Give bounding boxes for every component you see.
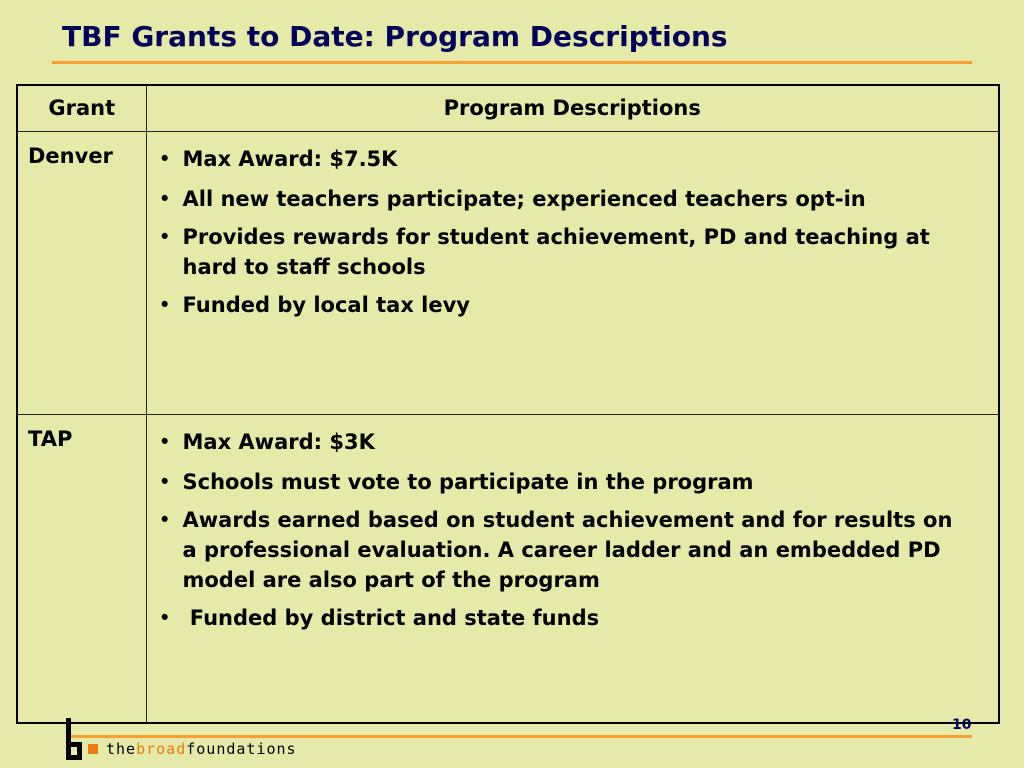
- grant-name-denver: Denver: [17, 131, 146, 414]
- list-item: • Funded by local tax levy: [159, 288, 969, 322]
- grant-name-tap: TAP: [17, 414, 146, 723]
- list-item: • Max Award: $3K: [159, 425, 969, 459]
- grants-table: [16, 84, 1000, 724]
- list-item: • Funded by district and state funds: [159, 601, 969, 635]
- title-underline: [52, 61, 972, 64]
- bullet-icon: •: [158, 469, 171, 494]
- logo-square-icon: [88, 744, 98, 754]
- page-number: 10: [952, 717, 972, 733]
- bullet-icon: •: [158, 605, 171, 630]
- list-item: • Max Award: $7.5K: [159, 142, 969, 176]
- table-row-tap: [17, 414, 999, 723]
- list-item: • All new teachers participate; experienced teachers opt-in: [159, 182, 969, 216]
- slide-title: TBF Grants to Date: Program Descriptions: [62, 20, 728, 53]
- bullet-icon: •: [158, 224, 171, 249]
- list-item: • Awards earned based on student achievement and for results on a professional evaluation. A career ladder and an embedded PD model are also part of the program: [159, 505, 969, 595]
- table-row-denver: [17, 131, 999, 414]
- bullet-icon: •: [158, 507, 171, 532]
- bullet-icon: •: [158, 429, 171, 454]
- header-grant: Grant: [17, 85, 146, 131]
- bullet-list-denver: [159, 142, 969, 322]
- broad-foundations-logo: [66, 718, 366, 764]
- list-item: • Schools must vote to participate in the program: [159, 465, 969, 499]
- description-cell-denver: [146, 131, 999, 414]
- description-cell-tap: [146, 414, 999, 723]
- bullet-list-tap: [159, 425, 969, 635]
- logo-wordmark: thebroadfoundations: [106, 740, 297, 758]
- logo-b-bowl-icon: [66, 742, 82, 760]
- table-header-row: [17, 85, 999, 131]
- header-program-descriptions: Program Descriptions: [146, 85, 999, 131]
- bullet-icon: •: [158, 186, 171, 211]
- list-item: • Provides rewards for student achievement, PD and teaching at hard to staff schools: [159, 222, 969, 282]
- bullet-icon: •: [158, 146, 171, 171]
- bullet-icon: •: [158, 292, 171, 317]
